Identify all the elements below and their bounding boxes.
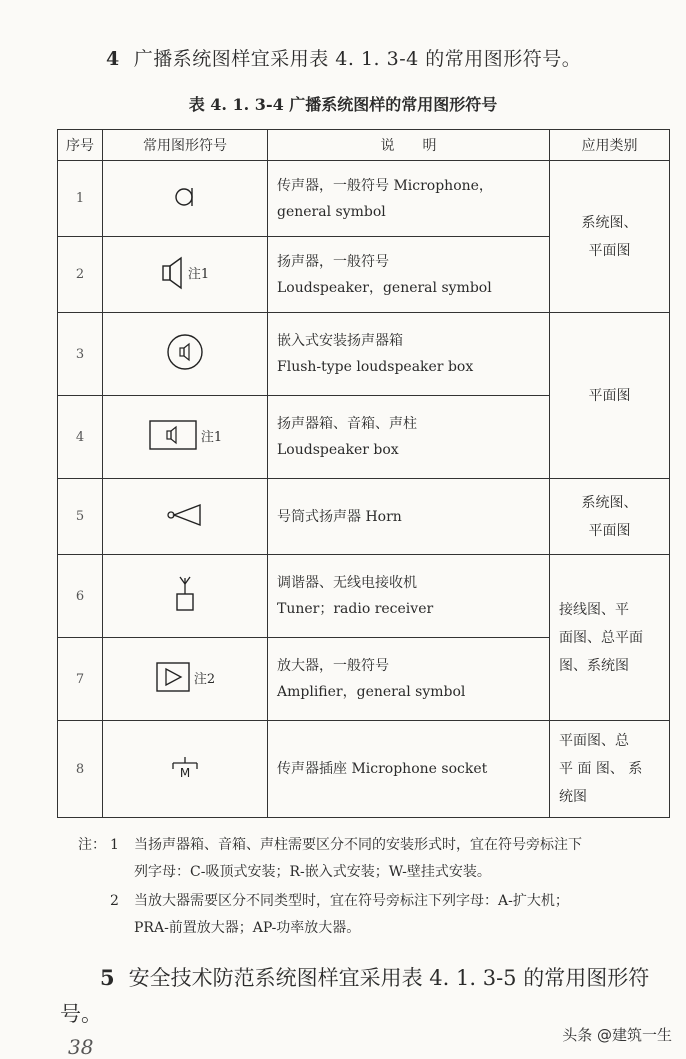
category-text: 图、系统图	[559, 657, 629, 674]
note-item	[78, 832, 668, 886]
category-text: 面图、总平面	[559, 629, 643, 646]
note-text: 当扬声器箱、音箱、声柱需要区分不同的安装形式时，宜在符号旁标注下	[134, 837, 582, 853]
symbol-cell	[103, 479, 268, 555]
category-text: 系统图、	[581, 494, 638, 511]
table-notes	[78, 832, 668, 942]
description-cell	[268, 555, 550, 638]
note-text: 列字母：C-吸顶式安装；R-嵌入式安装；W-壁挂式安装。	[134, 864, 491, 880]
table-header-row	[58, 130, 670, 161]
symbol-cell	[103, 555, 268, 638]
symbol-cell	[103, 638, 268, 721]
symbol-cell	[103, 313, 268, 396]
row-no: 7	[58, 638, 103, 721]
table-row	[58, 161, 670, 237]
description-en: Loudspeaker box	[277, 442, 399, 458]
symbol-cell	[103, 237, 268, 313]
row-no: 5	[58, 479, 103, 555]
note-tag: 注2	[193, 671, 216, 687]
table-title: 表 4. 1. 3-4 广播系统图样的常用图形符号	[188, 95, 498, 114]
description-cn: 号筒式扬声器 Horn	[277, 508, 402, 525]
category-cell	[550, 555, 670, 721]
description-cell	[268, 479, 550, 555]
row-no: 4	[58, 396, 103, 479]
category-text: 平面图	[588, 387, 631, 404]
note-item	[78, 888, 668, 942]
table-row	[58, 479, 670, 555]
horn-symbol-icon	[166, 503, 204, 527]
description-cn: 嵌入式安装扬声器箱	[277, 333, 403, 349]
page-number: 38	[68, 1035, 94, 1059]
category-text: 平 面 图、 系	[559, 761, 643, 777]
row-no: 1	[58, 161, 103, 237]
row-no: 3	[58, 313, 103, 396]
header-no: 序号	[58, 130, 103, 161]
row-no: 8	[58, 721, 103, 818]
description-cell	[268, 721, 550, 818]
table-row	[58, 313, 670, 396]
description-en: general symbol	[277, 203, 386, 220]
description-cn: 放大器，一般符号	[277, 658, 389, 674]
tuner-symbol-icon	[174, 574, 196, 614]
clause-number: 5	[100, 965, 115, 990]
category-cell	[550, 721, 670, 818]
description-cn: 调谐器、无线电接收机	[277, 575, 417, 591]
description-en: Amplifier，general symbol	[277, 684, 466, 700]
note-tag: 注1	[200, 429, 223, 445]
symbol-cell	[103, 161, 268, 237]
watermark: 头条 @建筑一生	[562, 1026, 672, 1044]
note-text: 当放大器需要区分不同类型时，宜在符号旁标注下列字母：A-扩大机；	[134, 893, 569, 909]
description-cell	[268, 638, 550, 721]
description-en: Flush-type loudspeaker box	[277, 359, 474, 375]
description-cell	[268, 237, 550, 313]
clause-text: 安全技术防范系统图样宜采用表 4. 1. 3-5 的常用图形符号。	[60, 966, 650, 1026]
note-text: PRA-前置放大器；AP-功率放大器。	[134, 920, 361, 936]
description-cn: 传声器插座 Microphone socket	[277, 761, 488, 777]
note-number: 2	[110, 893, 119, 909]
description-cn: 扬声器箱、音箱、声柱	[277, 416, 417, 432]
clause-5	[60, 960, 672, 1032]
loudspeaker-box-symbol-icon	[148, 419, 198, 451]
header-category: 应用类别	[550, 130, 670, 161]
description-cn: 扬声器，一般符号	[277, 253, 389, 270]
loudspeaker-symbol-icon	[161, 255, 185, 291]
description-cell	[268, 161, 550, 237]
symbol-cell	[103, 396, 268, 479]
category-cell	[550, 161, 670, 313]
category-cell	[550, 479, 670, 555]
amplifier-symbol-icon	[155, 661, 191, 693]
category-text: 平面图	[588, 522, 631, 539]
table-row	[58, 721, 670, 818]
clause-number: 4	[106, 48, 120, 70]
header-symbol: 常用图形符号	[103, 130, 268, 161]
symbol-cell	[103, 721, 268, 818]
row-no: 2	[58, 237, 103, 313]
description-en: Tuner；radio receiver	[277, 601, 434, 617]
note-number: 1	[110, 837, 119, 853]
description-cell	[268, 313, 550, 396]
description-cell	[268, 396, 550, 479]
microphone-symbol-icon	[172, 186, 198, 208]
symbol-table	[57, 129, 670, 818]
header-description: 说 明	[268, 130, 550, 161]
description-cn: 传声器，一般符号 Microphone，	[277, 177, 493, 194]
clause-text: 广播系统图样宜采用表 4. 1. 3-4 的常用图形符号。	[133, 48, 582, 70]
note-tag: 注1	[187, 267, 210, 282]
svg-text:M: M	[179, 766, 191, 779]
category-text: 统图	[559, 789, 587, 805]
category-text: 系统图、	[581, 214, 638, 231]
category-text: 平面图、总	[559, 733, 629, 749]
microphone-socket-symbol-icon	[170, 755, 200, 779]
table-row	[58, 555, 670, 638]
row-no: 6	[58, 555, 103, 638]
category-cell	[550, 313, 670, 479]
notes-label: 注：	[78, 837, 106, 853]
category-text: 平面图	[588, 242, 631, 259]
clause-4	[106, 44, 581, 71]
category-text: 接线图、平	[559, 601, 629, 618]
description-en: Loudspeaker，general symbol	[277, 279, 492, 296]
flush-loudspeaker-box-symbol-icon	[165, 332, 205, 372]
